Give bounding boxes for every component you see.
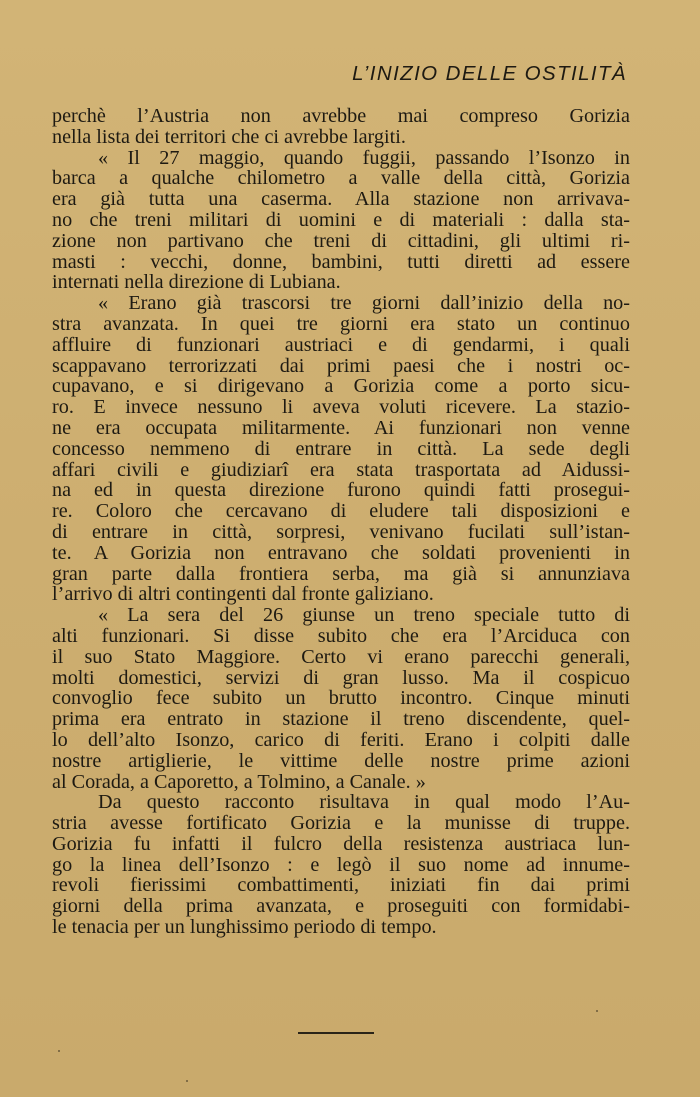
text-line: barca a qualche chilometro a valle della città, Gorizia bbox=[52, 167, 630, 190]
paper-speck bbox=[596, 1010, 598, 1012]
text-line: « Erano già trascorsi tre giorni dall’inizio della no- bbox=[98, 292, 630, 315]
paper-speck bbox=[58, 1050, 60, 1052]
text-line: te. A Gorizia non entravano che soldati provenienti in bbox=[52, 541, 630, 564]
paragraph bbox=[52, 106, 630, 148]
end-rule bbox=[298, 1032, 374, 1034]
text-line: « Il 27 maggio, quando fuggii, passando l’Isonzo in bbox=[98, 146, 630, 169]
text-line: Da questo racconto risultava in qual modo l’Au- bbox=[98, 791, 630, 814]
text-line: revoli fierissimi combattimenti, iniziati fin dai primi bbox=[52, 874, 630, 897]
text-line: lo dell’alto Isonzo, carico di feriti. Erano i colpiti dalle bbox=[52, 728, 630, 751]
text-line: convoglio fece subito un brutto incontro. Cinque minuti bbox=[52, 687, 630, 710]
text-line: l’arrivo di altri contingenti dal fronte galiziano. bbox=[52, 583, 434, 606]
text-line: perchè l’Austria non avrebbe mai compreso Gorizia bbox=[52, 105, 630, 127]
paragraph bbox=[52, 148, 630, 294]
text-line: affluire di funzionari austriaci e di gendarmi, i quali bbox=[52, 333, 630, 356]
text-line: di entrare in città, sorpresi, venivano fucilati sull’istan- bbox=[52, 520, 630, 543]
text-line: cupavano, e si dirigevano a Gorizia come a porto sicu- bbox=[52, 375, 630, 398]
text-line: « La sera del 26 giunse un treno speciale tutto di bbox=[98, 604, 630, 627]
paragraph bbox=[52, 293, 630, 605]
text-line: era già tutta una caserma. Alla stazione non arrivava- bbox=[52, 188, 630, 211]
text-line: le tenacia per un lunghissimo periodo di tempo. bbox=[52, 916, 437, 939]
text-line: masti : vecchi, donne, bambini, tutti diretti ad essere bbox=[52, 250, 630, 273]
text-line: stra avanzata. In quei tre giorni era stato un continuo bbox=[52, 312, 630, 335]
text-line: affari civili e giudiziarî era stata trasportata ad Aidussi- bbox=[52, 458, 630, 481]
text-line: alti funzionari. Si disse subito che era l’Arciduca con bbox=[52, 624, 630, 647]
text-line: stria avesse fortificato Gorizia e la munisse di truppe. bbox=[52, 812, 630, 835]
text-line: ro. E invece nessuno li aveva voluti ricevere. La stazio- bbox=[52, 396, 630, 419]
text-line: internati nella direzione di Lubiana. bbox=[52, 271, 341, 294]
text-line: Gorizia fu infatti il fulcro della resistenza austriaca lun- bbox=[52, 832, 630, 855]
text-line: zione non partivano che treni di cittadini, gli ultimi ri- bbox=[52, 229, 630, 252]
paragraph bbox=[52, 605, 630, 792]
text-line: prima era entrato in stazione il treno discendente, quel- bbox=[52, 708, 630, 731]
paper-speck bbox=[186, 1080, 188, 1082]
text-line: nella lista dei territori che ci avrebbe largiti. bbox=[52, 125, 406, 148]
text-line: il suo Stato Maggiore. Certo vi erano parecchi generali, bbox=[52, 645, 630, 668]
text-line: molti domestici, servizi di gran lusso. Ma il cospicuo bbox=[52, 666, 630, 689]
text-line: concesso nemmeno di entrare in città. La sede degli bbox=[52, 437, 630, 460]
running-head: L’INIZIO DELLE OSTILITÀ bbox=[352, 62, 627, 85]
text-line: re. Coloro che cercavano di eludere tali disposizioni e bbox=[52, 500, 630, 523]
text-line: gran parte dalla frontiera serba, ma già si annunziava bbox=[52, 562, 630, 585]
text-line: scappavano terrorizzati dai primi paesi che i nostri oc- bbox=[52, 354, 630, 377]
body-text bbox=[52, 106, 630, 938]
text-line: ne era occupata militarmente. Ai funzionari non venne bbox=[52, 416, 630, 439]
text-line: al Corada, a Caporetto, a Tolmino, a Canale. » bbox=[52, 770, 426, 793]
text-line: giorni della prima avanzata, e proseguiti con formidabi- bbox=[52, 895, 630, 918]
text-line: no che treni militari di uomini e di materiali : dalla sta- bbox=[52, 208, 630, 231]
text-line: nostre artiglierie, le vittime delle nostre prime azioni bbox=[52, 749, 630, 772]
text-line: go la linea dell’Isonzo : e legò il suo nome ad innume- bbox=[52, 853, 630, 876]
text-line: na ed in questa direzione furono quindi fatti prosegui- bbox=[52, 479, 630, 502]
paragraph bbox=[52, 792, 630, 938]
